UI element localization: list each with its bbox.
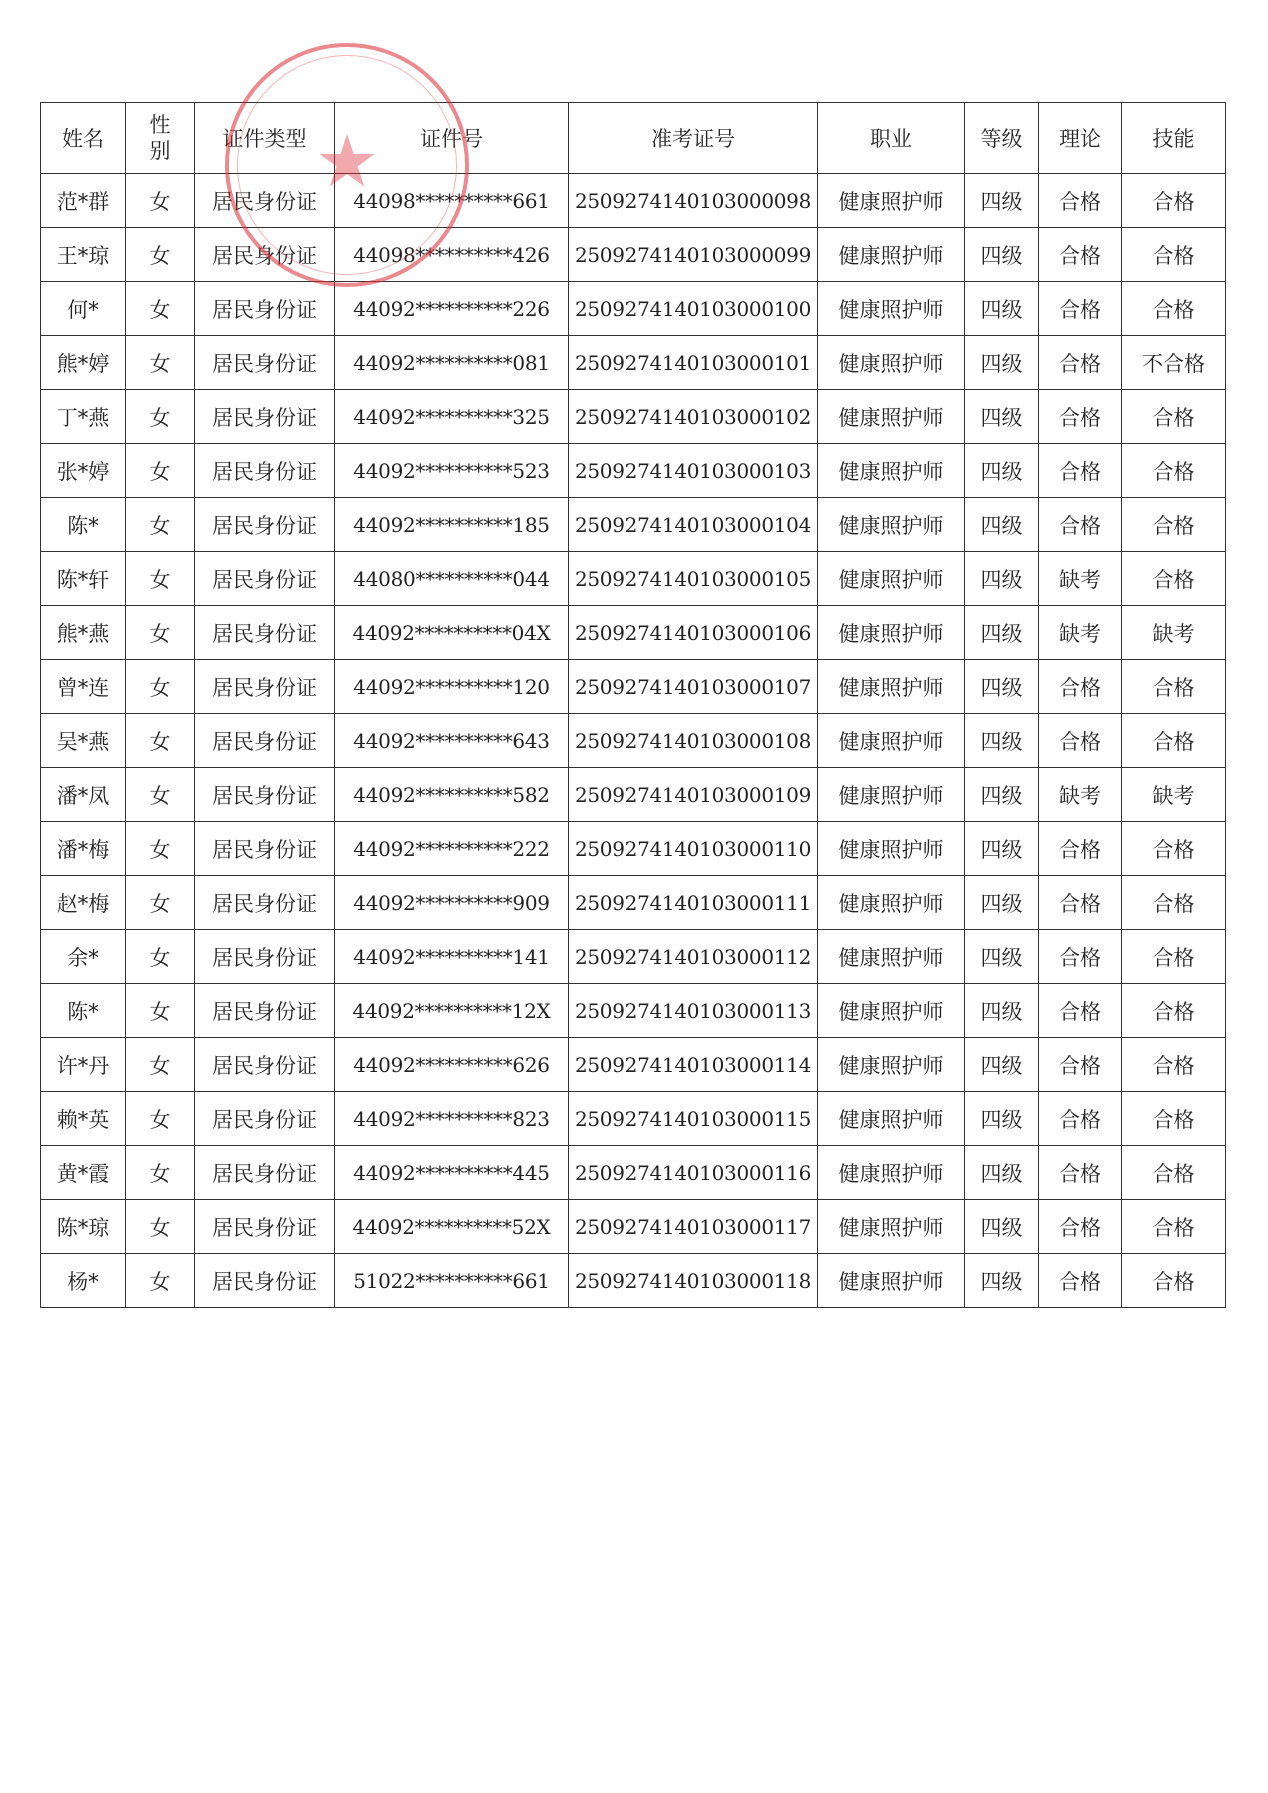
cell-level: 四级: [965, 984, 1039, 1038]
cell-level: 四级: [965, 1038, 1039, 1092]
table-row: [41, 174, 1226, 228]
table-row: [41, 1038, 1226, 1092]
cell-theory: 合格: [1039, 498, 1122, 552]
cell-occupation: 健康照护师: [818, 876, 965, 930]
header-sex-top: 性: [149, 113, 171, 137]
header-theory: 理论: [1039, 103, 1122, 174]
cell-sex: 女: [126, 174, 195, 228]
cell-id-no: 44092**********823: [335, 1092, 569, 1146]
cell-level: 四级: [965, 768, 1039, 822]
cell-id-no: 44092**********185: [335, 498, 569, 552]
cell-theory: 合格: [1039, 714, 1122, 768]
cell-name: 赖*英: [41, 1092, 126, 1146]
cell-occupation: 健康照护师: [818, 1254, 965, 1308]
cell-name: 张*婷: [41, 444, 126, 498]
cell-id-type: 居民身份证: [195, 228, 335, 282]
cell-name: 陈*: [41, 498, 126, 552]
cell-level: 四级: [965, 552, 1039, 606]
cell-id-no: 44092**********222: [335, 822, 569, 876]
cell-theory: 缺考: [1039, 552, 1122, 606]
cell-id-type: 居民身份证: [195, 822, 335, 876]
cell-id-no: 44092**********523: [335, 444, 569, 498]
cell-level: 四级: [965, 390, 1039, 444]
cell-skill: 合格: [1122, 660, 1226, 714]
cell-id-type: 居民身份证: [195, 498, 335, 552]
cell-level: 四级: [965, 498, 1039, 552]
cell-theory: 合格: [1039, 228, 1122, 282]
cell-level: 四级: [965, 930, 1039, 984]
cell-level: 四级: [965, 876, 1039, 930]
cell-sex: 女: [126, 228, 195, 282]
header-skill: 技能: [1122, 103, 1226, 174]
table-row: [41, 606, 1226, 660]
cell-skill: 合格: [1122, 282, 1226, 336]
table-row: [41, 1200, 1226, 1254]
cell-name: 陈*: [41, 984, 126, 1038]
cell-name: 黄*霞: [41, 1146, 126, 1200]
cell-id-no: 44098**********426: [335, 228, 569, 282]
table-row: [41, 228, 1226, 282]
cell-occupation: 健康照护师: [818, 1146, 965, 1200]
cell-level: 四级: [965, 282, 1039, 336]
header-level: 等级: [965, 103, 1039, 174]
cell-id-no: 44092**********445: [335, 1146, 569, 1200]
table-row: [41, 876, 1226, 930]
cell-theory: 合格: [1039, 174, 1122, 228]
header-id-type: 证件类型: [195, 103, 335, 174]
cell-name: 熊*燕: [41, 606, 126, 660]
table-row: [41, 444, 1226, 498]
cell-occupation: 健康照护师: [818, 822, 965, 876]
cell-occupation: 健康照护师: [818, 390, 965, 444]
cell-ticket: 2509274140103000109: [569, 768, 818, 822]
cell-skill: 合格: [1122, 876, 1226, 930]
cell-theory: 合格: [1039, 1038, 1122, 1092]
cell-id-type: 居民身份证: [195, 714, 335, 768]
table-row: [41, 552, 1226, 606]
cell-occupation: 健康照护师: [818, 444, 965, 498]
cell-id-no: 44092**********120: [335, 660, 569, 714]
cell-sex: 女: [126, 1200, 195, 1254]
cell-theory: 合格: [1039, 444, 1122, 498]
cell-sex: 女: [126, 1038, 195, 1092]
cell-occupation: 健康照护师: [818, 498, 965, 552]
cell-name: 潘*凤: [41, 768, 126, 822]
table-row: [41, 282, 1226, 336]
cell-skill: 合格: [1122, 1146, 1226, 1200]
cell-name: 熊*婷: [41, 336, 126, 390]
cell-level: 四级: [965, 444, 1039, 498]
header-sex-bottom: 别: [149, 139, 171, 163]
cell-skill: 缺考: [1122, 606, 1226, 660]
results-table: [40, 102, 1226, 1308]
cell-ticket: 2509274140103000115: [569, 1092, 818, 1146]
cell-sex: 女: [126, 876, 195, 930]
cell-id-type: 居民身份证: [195, 1038, 335, 1092]
cell-ticket: 2509274140103000106: [569, 606, 818, 660]
header-sex: [126, 103, 195, 174]
cell-theory: 合格: [1039, 336, 1122, 390]
cell-id-type: 居民身份证: [195, 552, 335, 606]
cell-theory: 合格: [1039, 1146, 1122, 1200]
table-row: [41, 498, 1226, 552]
cell-id-no: 44092**********909: [335, 876, 569, 930]
cell-id-type: 居民身份证: [195, 1092, 335, 1146]
cell-ticket: 2509274140103000105: [569, 552, 818, 606]
cell-ticket: 2509274140103000104: [569, 498, 818, 552]
cell-skill: 缺考: [1122, 768, 1226, 822]
cell-skill: 合格: [1122, 552, 1226, 606]
cell-sex: 女: [126, 1254, 195, 1308]
cell-occupation: 健康照护师: [818, 606, 965, 660]
cell-id-no: 44092**********12X: [335, 984, 569, 1038]
cell-sex: 女: [126, 930, 195, 984]
cell-theory: 合格: [1039, 1254, 1122, 1308]
cell-id-type: 居民身份证: [195, 444, 335, 498]
header-row: [41, 103, 1226, 174]
cell-skill: 不合格: [1122, 336, 1226, 390]
seal-star-icon: ★: [314, 119, 380, 203]
table-row: [41, 714, 1226, 768]
cell-name: 陈*琼: [41, 1200, 126, 1254]
table-row: [41, 984, 1226, 1038]
table-row: [41, 660, 1226, 714]
table-row: [41, 336, 1226, 390]
cell-sex: 女: [126, 768, 195, 822]
cell-ticket: 2509274140103000107: [569, 660, 818, 714]
table-row: [41, 1092, 1226, 1146]
cell-id-type: 居民身份证: [195, 984, 335, 1038]
cell-occupation: 健康照护师: [818, 282, 965, 336]
cell-id-no: 44092**********582: [335, 768, 569, 822]
cell-sex: 女: [126, 390, 195, 444]
cell-occupation: 健康照护师: [818, 660, 965, 714]
cell-occupation: 健康照护师: [818, 1200, 965, 1254]
cell-skill: 合格: [1122, 444, 1226, 498]
cell-id-type: 居民身份证: [195, 1146, 335, 1200]
cell-skill: 合格: [1122, 1038, 1226, 1092]
cell-theory: 合格: [1039, 1092, 1122, 1146]
cell-occupation: 健康照护师: [818, 228, 965, 282]
cell-sex: 女: [126, 606, 195, 660]
cell-occupation: 健康照护师: [818, 1038, 965, 1092]
cell-occupation: 健康照护师: [818, 768, 965, 822]
cell-name: 赵*梅: [41, 876, 126, 930]
cell-ticket: 2509274140103000112: [569, 930, 818, 984]
cell-id-type: 居民身份证: [195, 876, 335, 930]
cell-theory: 合格: [1039, 660, 1122, 714]
table-row: [41, 930, 1226, 984]
cell-level: 四级: [965, 1254, 1039, 1308]
cell-ticket: 2509274140103000117: [569, 1200, 818, 1254]
cell-id-no: 44092**********226: [335, 282, 569, 336]
cell-sex: 女: [126, 336, 195, 390]
cell-id-type: 居民身份证: [195, 282, 335, 336]
cell-level: 四级: [965, 228, 1039, 282]
cell-name: 范*群: [41, 174, 126, 228]
cell-ticket: 2509274140103000098: [569, 174, 818, 228]
cell-sex: 女: [126, 822, 195, 876]
cell-occupation: 健康照护师: [818, 984, 965, 1038]
cell-id-type: 居民身份证: [195, 606, 335, 660]
cell-ticket: 2509274140103000099: [569, 228, 818, 282]
cell-ticket: 2509274140103000102: [569, 390, 818, 444]
cell-sex: 女: [126, 1092, 195, 1146]
cell-sex: 女: [126, 552, 195, 606]
cell-name: 王*琼: [41, 228, 126, 282]
cell-id-no: 44092**********04X: [335, 606, 569, 660]
cell-id-no: 44092**********643: [335, 714, 569, 768]
cell-skill: 合格: [1122, 1092, 1226, 1146]
cell-skill: 合格: [1122, 1200, 1226, 1254]
cell-theory: 合格: [1039, 822, 1122, 876]
cell-ticket: 2509274140103000116: [569, 1146, 818, 1200]
cell-ticket: 2509274140103000101: [569, 336, 818, 390]
cell-theory: 合格: [1039, 282, 1122, 336]
cell-level: 四级: [965, 336, 1039, 390]
cell-occupation: 健康照护师: [818, 1092, 965, 1146]
cell-ticket: 2509274140103000113: [569, 984, 818, 1038]
cell-id-type: 居民身份证: [195, 1254, 335, 1308]
cell-name: 曾*连: [41, 660, 126, 714]
cell-id-no: 51022**********661: [335, 1254, 569, 1308]
cell-ticket: 2509274140103000103: [569, 444, 818, 498]
cell-theory: 合格: [1039, 876, 1122, 930]
cell-id-no: 44092**********52X: [335, 1200, 569, 1254]
cell-sex: 女: [126, 498, 195, 552]
cell-sex: 女: [126, 1146, 195, 1200]
cell-id-no: 44092**********081: [335, 336, 569, 390]
cell-sex: 女: [126, 444, 195, 498]
cell-theory: 缺考: [1039, 606, 1122, 660]
cell-skill: 合格: [1122, 714, 1226, 768]
cell-sex: 女: [126, 714, 195, 768]
cell-name: 许*丹: [41, 1038, 126, 1092]
cell-occupation: 健康照护师: [818, 552, 965, 606]
header-ticket: 准考证号: [569, 103, 818, 174]
cell-skill: 合格: [1122, 930, 1226, 984]
cell-skill: 合格: [1122, 822, 1226, 876]
cell-ticket: 2509274140103000100: [569, 282, 818, 336]
cell-name: 潘*梅: [41, 822, 126, 876]
cell-skill: 合格: [1122, 390, 1226, 444]
cell-occupation: 健康照护师: [818, 336, 965, 390]
cell-theory: 合格: [1039, 984, 1122, 1038]
cell-level: 四级: [965, 1146, 1039, 1200]
cell-occupation: 健康照护师: [818, 174, 965, 228]
cell-name: 陈*轩: [41, 552, 126, 606]
cell-ticket: 2509274140103000110: [569, 822, 818, 876]
cell-skill: 合格: [1122, 174, 1226, 228]
cell-ticket: 2509274140103000108: [569, 714, 818, 768]
table-row: [41, 1254, 1226, 1308]
cell-skill: 合格: [1122, 1254, 1226, 1308]
cell-occupation: 健康照护师: [818, 714, 965, 768]
cell-id-no: 44092**********141: [335, 930, 569, 984]
cell-theory: 合格: [1039, 930, 1122, 984]
cell-theory: 合格: [1039, 1200, 1122, 1254]
cell-ticket: 2509274140103000114: [569, 1038, 818, 1092]
cell-level: 四级: [965, 660, 1039, 714]
table-body: [41, 174, 1226, 1308]
header-occupation: 职业: [818, 103, 965, 174]
cell-sex: 女: [126, 984, 195, 1038]
cell-id-no: 44080**********044: [335, 552, 569, 606]
cell-id-no: 44092**********325: [335, 390, 569, 444]
cell-name: 杨*: [41, 1254, 126, 1308]
table-row: [41, 822, 1226, 876]
cell-level: 四级: [965, 606, 1039, 660]
cell-id-type: 居民身份证: [195, 1200, 335, 1254]
cell-level: 四级: [965, 174, 1039, 228]
table-row: [41, 1146, 1226, 1200]
cell-sex: 女: [126, 660, 195, 714]
cell-name: 丁*燕: [41, 390, 126, 444]
header-id-no: 证件号: [335, 103, 569, 174]
cell-occupation: 健康照护师: [818, 930, 965, 984]
cell-id-type: 居民身份证: [195, 336, 335, 390]
cell-theory: 缺考: [1039, 768, 1122, 822]
cell-ticket: 2509274140103000111: [569, 876, 818, 930]
table-row: [41, 390, 1226, 444]
cell-id-no: 44098**********661: [335, 174, 569, 228]
cell-skill: 合格: [1122, 984, 1226, 1038]
cell-name: 余*: [41, 930, 126, 984]
cell-skill: 合格: [1122, 228, 1226, 282]
cell-level: 四级: [965, 1200, 1039, 1254]
cell-id-no: 44092**********626: [335, 1038, 569, 1092]
cell-skill: 合格: [1122, 498, 1226, 552]
cell-id-type: 居民身份证: [195, 174, 335, 228]
cell-name: 吴*燕: [41, 714, 126, 768]
cell-ticket: 2509274140103000118: [569, 1254, 818, 1308]
cell-level: 四级: [965, 714, 1039, 768]
cell-name: 何*: [41, 282, 126, 336]
cell-level: 四级: [965, 1092, 1039, 1146]
cell-id-type: 居民身份证: [195, 660, 335, 714]
table-row: [41, 768, 1226, 822]
cell-id-type: 居民身份证: [195, 768, 335, 822]
cell-id-type: 居民身份证: [195, 390, 335, 444]
cell-theory: 合格: [1039, 390, 1122, 444]
cell-id-type: 居民身份证: [195, 930, 335, 984]
cell-sex: 女: [126, 282, 195, 336]
cell-level: 四级: [965, 822, 1039, 876]
header-name: 姓名: [41, 103, 126, 174]
